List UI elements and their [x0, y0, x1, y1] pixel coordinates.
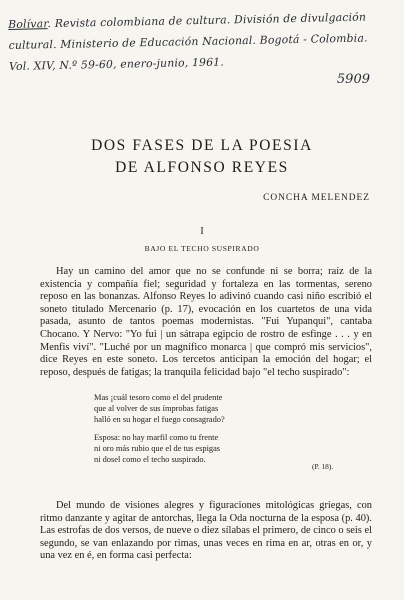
verse-line: Esposa: no hay marfil como tu frente — [94, 433, 219, 442]
verse-line: halló en su hogar el fuego consagrado? — [94, 415, 225, 424]
body-paragraph-1: Hay un camino del amor que no se confunde ni se borra; raíz de la existencia y compañía fiel; seguridad y fortaleza en las tormentas, sereno reposo en las bonanzas. Alfonso Reyes lo adivinó cuando casi niño escribió el soneto titulado Mercenario (p. 17), evocación en los cuartetos de una vida pasada, asunto de tantos poemas modernistas. "Fui Yupanqui", cantaba Chocano. Y Nervo: "Yo fui | un sátrapa egipcio de rostro de esfinge . . . y en Menfis viví". "Luché por un magnífico monarca | que compró mis servicios", dice Reyes en este soneto. Los tercetos anticipan la emoción del hogar; el reposo, después de fatigas; la tranquila felicidad bajo "el techo suspirado": — [40, 266, 372, 378]
section-title: BAJO EL TECHO SUSPIRADO — [144, 244, 260, 253]
handwritten-note — [8, 6, 401, 77]
handwritten-line-3: Vol. XIV, N.º 59-60, enero-junio, 1961. — [8, 55, 225, 73]
handwritten-journal-desc: . Revista colombiana de cultura. División de divulgación — [47, 10, 367, 31]
verse-line: Mas ¡cuál tesoro como el del prudente — [94, 393, 223, 402]
call-number: 5909 — [336, 72, 370, 87]
body-paragraph-2: Del mundo de visiones alegres y figuraciones mitológicas griegas, con ritmo danzante y agitar de antorchas, llega la Oda nocturna de la esposa (p. 40). Las estrofas de dos versos, de nueve o diez sílabas el primero, de cinco o seis el segundo, se van enlazando por rimas, unas veces en rima en ar, otras en or, y una vez en é, en forma casi perfecta: — [40, 500, 372, 562]
verse-stanza-gap — [94, 425, 344, 432]
section-number: I — [200, 226, 204, 237]
author-name: CONCHA MELENDEZ — [263, 193, 370, 203]
verse-line: ni oro más rubio que el de tus espigas — [94, 444, 221, 453]
body-paragraph-1-block — [40, 266, 372, 379]
handwritten-line-2: cultural. Ministerio de Educación Nacional. Bogotá - Colombia. — [8, 31, 368, 52]
verse-line: que al volver de sus ímprobas fatigas — [94, 404, 219, 413]
verse-reference: (P. 18). — [312, 462, 334, 471]
body-paragraph-2-block — [40, 500, 372, 563]
verse-line: ni dosel como el techo suspirado. — [94, 455, 206, 464]
verse-block — [94, 392, 344, 465]
article-title-line-2: DE ALFONSO REYES — [115, 159, 289, 176]
article-title-line-1: DOS FASES DE LA POESIA — [91, 137, 313, 154]
handwritten-journal-name: Bolívar — [8, 17, 48, 31]
